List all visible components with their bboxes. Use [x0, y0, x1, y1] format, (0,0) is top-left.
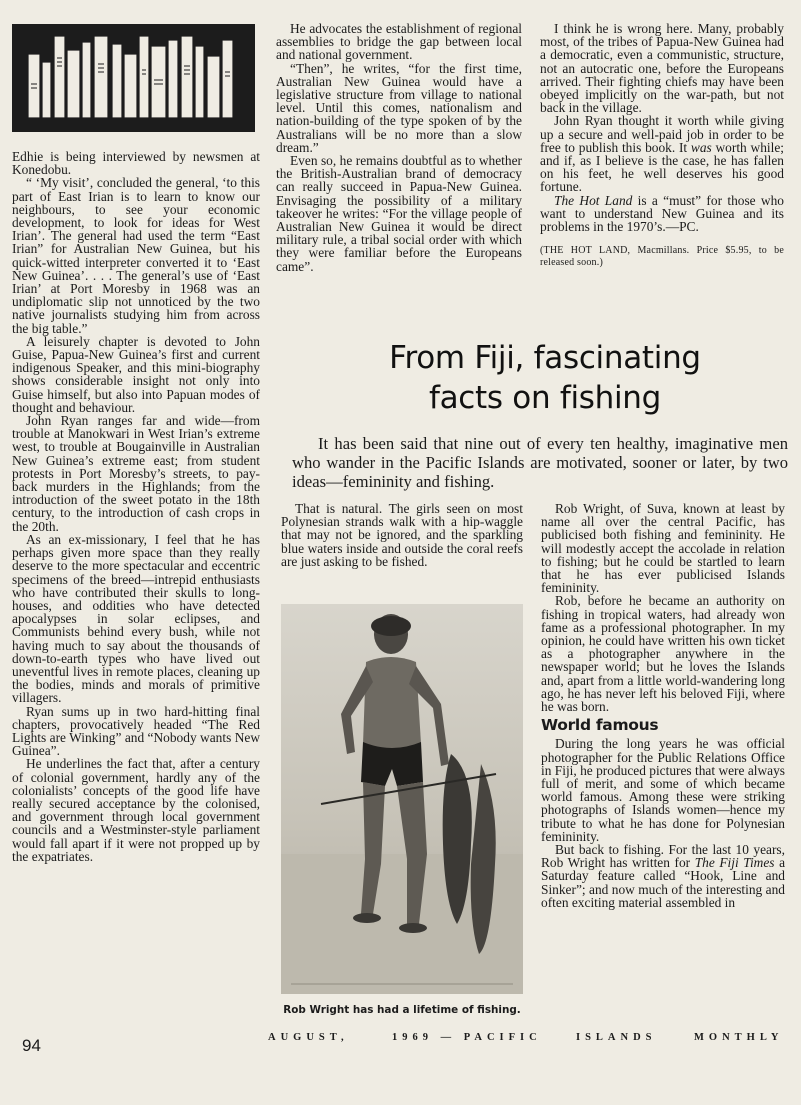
paragraph: Edhie is being interviewed by newsmen at Konedobu. — [12, 149, 260, 178]
paragraph: “Then”, he writes, “for the first time, Australian New Guinea would have a legislative structure from village to national level. Until this comes, nationalism and nation-building of the type spoken of by the Australians will be no more than a slow dream.” — [276, 60, 522, 155]
paragraph: Rob, before he became an authority on fishing in tropical waters, had already won fame as a professional photographer. In my opinion, he could have written his own ticket as a photographer anywhere in the newspaper world; but he loves the Islands and, apart from a little world-wandering long ago, he has never left his beloved Fiji, where he was born. — [541, 593, 785, 715]
newspaper-title: The Fiji Times — [694, 855, 775, 871]
subheading: World famous — [541, 716, 659, 735]
books-section-logo — [12, 24, 255, 132]
paragraph: I think he is wrong here. Many, probably most, of the tribes of Papua-New Guinea had a democratic, even a communistic, structure, not an autocratic one, before the Europeans arrived. Their fighting chiefs may have been obeyed implicitly on the war-path, but not back in the village. — [540, 21, 784, 116]
paragraph: A leisurely chapter is devoted to John Guise, Papua-New Guinea’s first and current indigenous Speaker, and this mini-biography shows considerable insight not only into Guise himself, but also into Papuan modes of thought and behaviour. — [12, 333, 260, 415]
standfirst: It has been said that nine out of every ten healthy, imaginative men who wander in the Pacific Islands are motivated, sooner or later, by two ideas—femininity and fishing. — [292, 434, 788, 491]
text-run: a Saturday feature called “Hook, Line and Sinker”; and now much of the interesting and often exciting material assembled in — [541, 855, 786, 910]
column-2 — [276, 22, 522, 273]
paragraph: John Ryan ranges far and wide—from trouble at Manokwari in West Irian’s extreme west, to trouble at Bougainville in Australian New Guinea’s extreme east; from student protests in Port Moresby’s streets, to pay-back murders in the Highlands; from the introduction of the sweet potato in the 18th century, to the introduction of cash crops in the 20th. — [12, 413, 260, 534]
headline-line-1: From Fiji, fascinating — [389, 340, 701, 376]
text-run: is a “must” for those who want to understand New Guinea and its problems in the 1970’s.—PC. — [540, 192, 784, 235]
photo-caption: Rob Wright has had a lifetime of fishing. — [283, 1004, 521, 1016]
text-run: But back to fishing. For the last 10 years, Rob Wright has written for — [541, 842, 785, 871]
article-headline — [300, 338, 790, 418]
paragraph: As an ex-missionary, I feel that he has perhaps given more space than they really deserve to the more spectacular and eccentric specimens of the breed—intrepid enthusiasts who have contributed their skulls to long-houses, and oddities who have detected apocalypses in solar eclipses, and Communists behind every bush, while not having much to say about the thousands of down-to-earth types who have lived out uneventful lives in remote places, cleaning up the bodies, minds and morals of primitive villagers. — [12, 531, 260, 706]
book-title: The Hot Land — [554, 192, 633, 208]
article-column-right — [541, 502, 785, 909]
column-1 — [12, 150, 260, 863]
text-run: worth while; and if, as I believe is the case, he has fallen on his feet, he well deserves his good fortune. — [540, 139, 784, 195]
page-number: 94 — [22, 1036, 41, 1055]
footer-year-publication: 1969 — PACIFIC — [392, 1032, 542, 1043]
paragraph: Rob Wright, of Suva, known at least by name all over the central Pacific, has publicised both fishing and femininity. He will modestly accept the accolade in relation to fishing; but he could be startled to learn that he has ever publicised Islands femininity. — [541, 501, 785, 596]
paragraph: During the long years he was official photographer for the Public Relations Office in Fiji, he produced pictures that were always full of merit, and some of which became world famous. Among these were striking photographs of Islands women—hence my tribute to what he has done for Polynesian femininity. — [541, 736, 785, 844]
paragraph — [540, 114, 784, 193]
paragraph: Even so, he remains doubtful as to whether the British-Australian brand of democracy can really succeed in Papua-New Guinea. Envisaging the possibility of a military takeover he writes: “For the village people of Australian New Guinea it would be direct military rule, a tribal social order with which they were familiar before the Europeans came”. — [276, 153, 522, 274]
paragraph — [541, 843, 785, 909]
footer-monthly: MONTHLY — [694, 1032, 784, 1043]
paragraph: He underlines the fact that, after a century of colonial government, hardly any of the colonialists’ concepts of the good life have really secured acceptance by the colonised, and government through local government councils and a Westminster-style parliament would fall apart if it were not propped up by the expatriates. — [12, 756, 260, 864]
paragraph: “ ‘My visit’, concluded the general, ‘to this part of East Irian is to learn to know our neighbours, to see your economic development, to look for ideas for West Irian’. The general had used the term “East Irian” for Australian New Guinea, but his quick-witted interpreter converted it to ‘East New Guinea’. . . . The general’s use of ‘East Irian’ at Port Moresby in 1968 was an undiplomatic slip not unnoticed by the two native journalists studying him from across the big table.” — [12, 175, 260, 336]
paragraph — [540, 194, 784, 234]
footer-month: AUGUST, — [268, 1032, 349, 1043]
emphasis: was — [690, 139, 712, 155]
text-run: John Ryan thought it worth while giving up a secure and well-paid job in order to be free to publish this book. It — [540, 113, 784, 155]
headline-line-2: facts on fishing — [428, 380, 662, 416]
paragraph: That is natural. The girls seen on most Polynesian strands walk with a hip-waggle that may not be ignored, and the sparkling blue waters inside and outside the coral reefs are just asking to be fished. — [281, 501, 523, 569]
paragraph: Ryan sums up in two hard-hitting final chapters, provocatively headed “The Red Lights are Winking” and “Nobody wants New Guinea”. — [12, 703, 260, 759]
paragraph: He advocates the establishment of regional assemblies to bridge the gap between local and national government. — [276, 21, 522, 63]
book-credit: (THE HOT LAND, Macmillans. Price $5.95, to be released soon.) — [540, 245, 784, 269]
fisherman-photo — [281, 604, 523, 994]
article-column-left — [281, 502, 523, 568]
column-3 — [540, 22, 784, 269]
footer-islands: ISLANDS — [576, 1032, 657, 1043]
